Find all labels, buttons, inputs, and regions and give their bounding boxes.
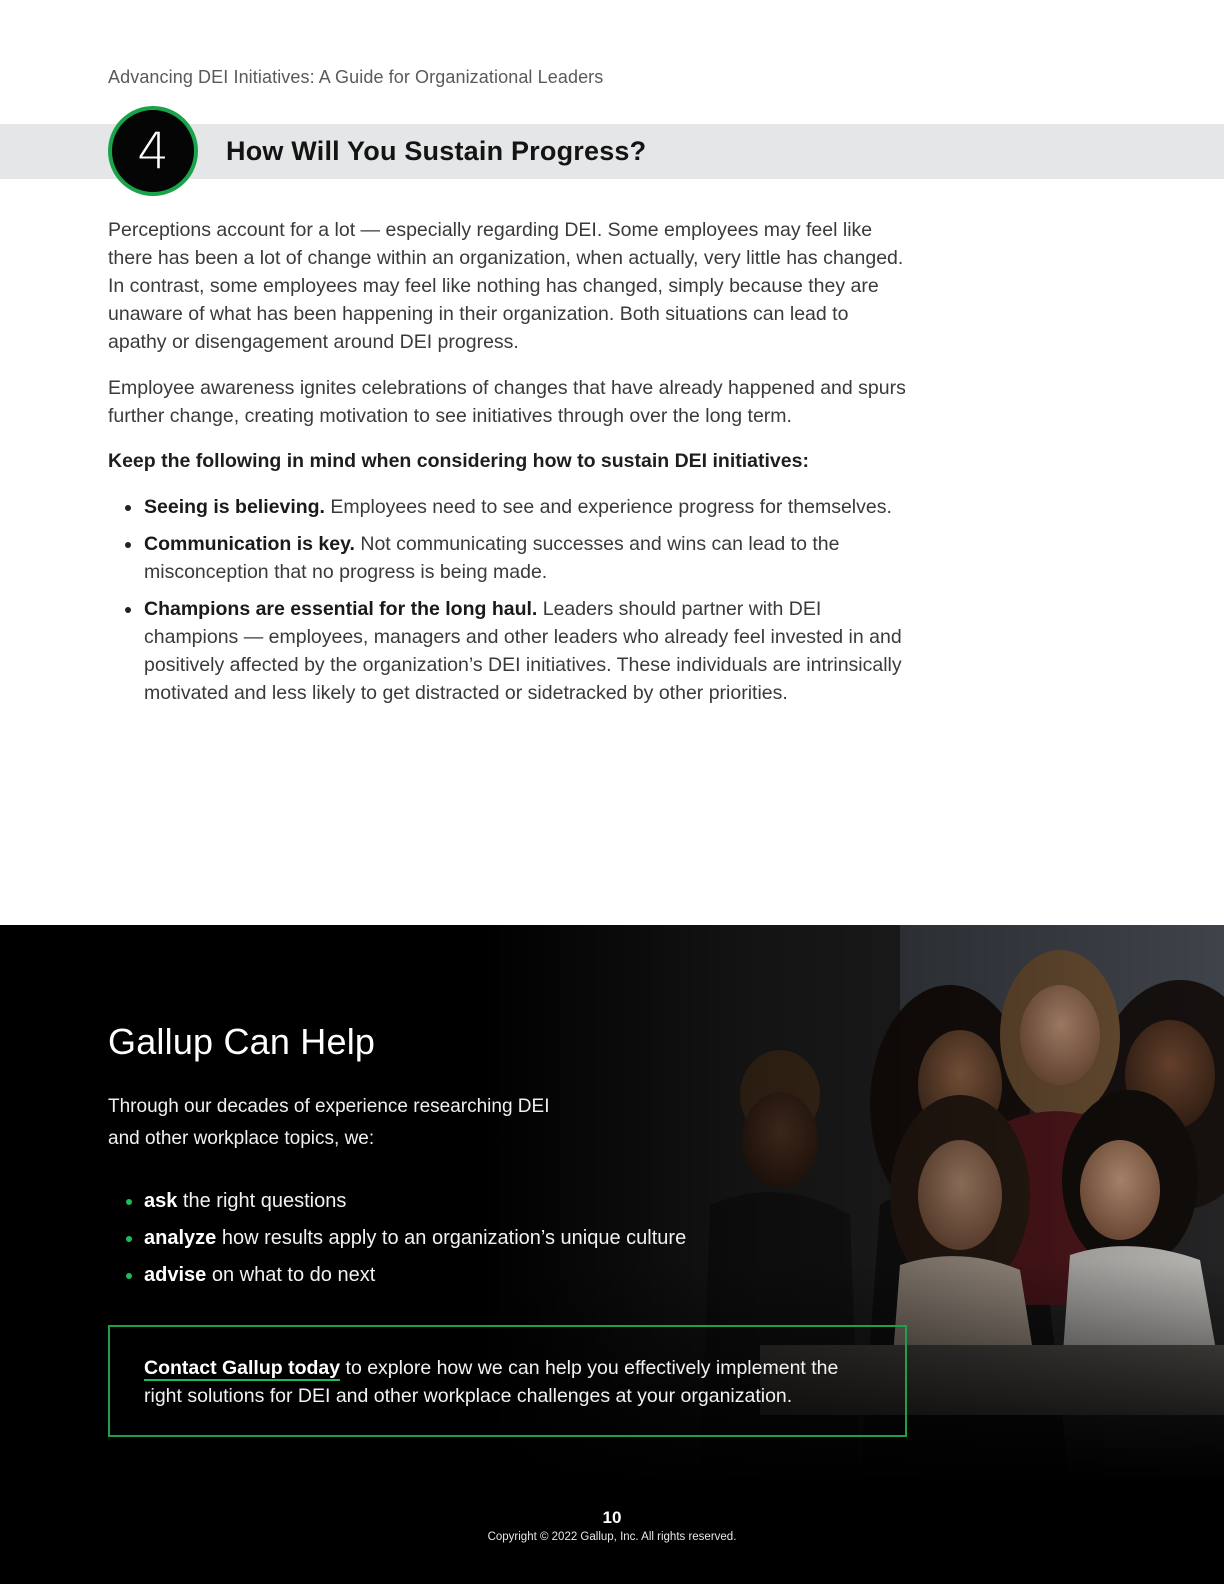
service-verb: analyze: [144, 1227, 217, 1249]
services-list: [108, 1187, 686, 1298]
bullet-icon: [125, 505, 131, 511]
bullet-heading: Seeing is believing.: [144, 496, 325, 518]
contact-callout-box: [108, 1325, 907, 1437]
green-bullet-icon: [126, 1199, 132, 1205]
bullet-icon: [125, 607, 131, 613]
service-text: how results apply to an organization’s unique culture: [216, 1227, 687, 1249]
green-bullet-icon: [126, 1236, 132, 1242]
gallup-can-help-section: [0, 925, 1224, 1584]
service-verb: ask: [144, 1190, 178, 1212]
service-text: the right questions: [177, 1190, 347, 1212]
lead-in-text: Keep the following in mind when considering how to sustain DEI initiatives:: [108, 450, 809, 472]
section-title: How Will You Sustain Progress?: [226, 136, 647, 166]
page-number: 10: [602, 1508, 622, 1527]
key-points-list: [108, 493, 908, 716]
service-text: on what to do next: [206, 1264, 376, 1286]
list-item: [108, 493, 908, 521]
bullet-text: Leaders should partner with DEI champions — employees, managers and other leaders who already feel invested in and positively affected by the organization’s DEI initiatives. These individuals are intrinsically motivated and less likely to get distracted or sidetracked by other priorities.: [144, 598, 902, 704]
help-title: Gallup Can Help: [108, 1021, 376, 1062]
service-verb: advise: [144, 1264, 207, 1286]
contact-callout-text: [144, 1354, 864, 1410]
list-item: [108, 1187, 686, 1224]
bullet-heading: Champions are essential for the long haul.: [144, 598, 538, 620]
list-item: [108, 1261, 686, 1298]
body-paragraph: Perceptions account for a lot — especially regarding DEI. Some employees may feel like there has been a lot of change within an organization, when actually, very little has changed. In contrast, some employees may feel like nothing has changed, simply because they are unaware of what has been happening in their organization. Both situations can lead to apathy or disengagement around DEI progress.: [108, 219, 904, 353]
contact-gallup-link[interactable]: Contact Gallup today: [144, 1357, 341, 1379]
running-header: Advancing DEI Initiatives: A Guide for Organizational Leaders: [108, 67, 604, 87]
bullet-icon: [125, 542, 131, 548]
list-item: [108, 530, 908, 586]
list-item: [108, 1224, 686, 1261]
list-item: [108, 595, 908, 707]
bullet-heading: Communication is key.: [144, 533, 355, 555]
copyright-notice: Copyright © 2022 Gallup, Inc. All rights reserved.: [487, 1531, 737, 1543]
section-number-badge: 4: [108, 106, 198, 196]
help-intro: Through our decades of experience researching DEI and other workplace topics, we:: [108, 1096, 550, 1149]
bullet-text: Not communicating successes and wins can lead to the misconception that no progress is being made.: [144, 533, 840, 583]
body-paragraph: Employee awareness ignites celebrations of changes that have already happened and spurs further change, creating motivation to see initiatives through over the long term.: [108, 377, 906, 427]
bullet-text: Employees need to see and experience progress for themselves.: [324, 496, 892, 518]
callout-body: to explore how we can help you effectively implement the right solutions for DEI and other workplace challenges at your organization.: [144, 1357, 839, 1407]
green-bullet-icon: [126, 1273, 132, 1279]
